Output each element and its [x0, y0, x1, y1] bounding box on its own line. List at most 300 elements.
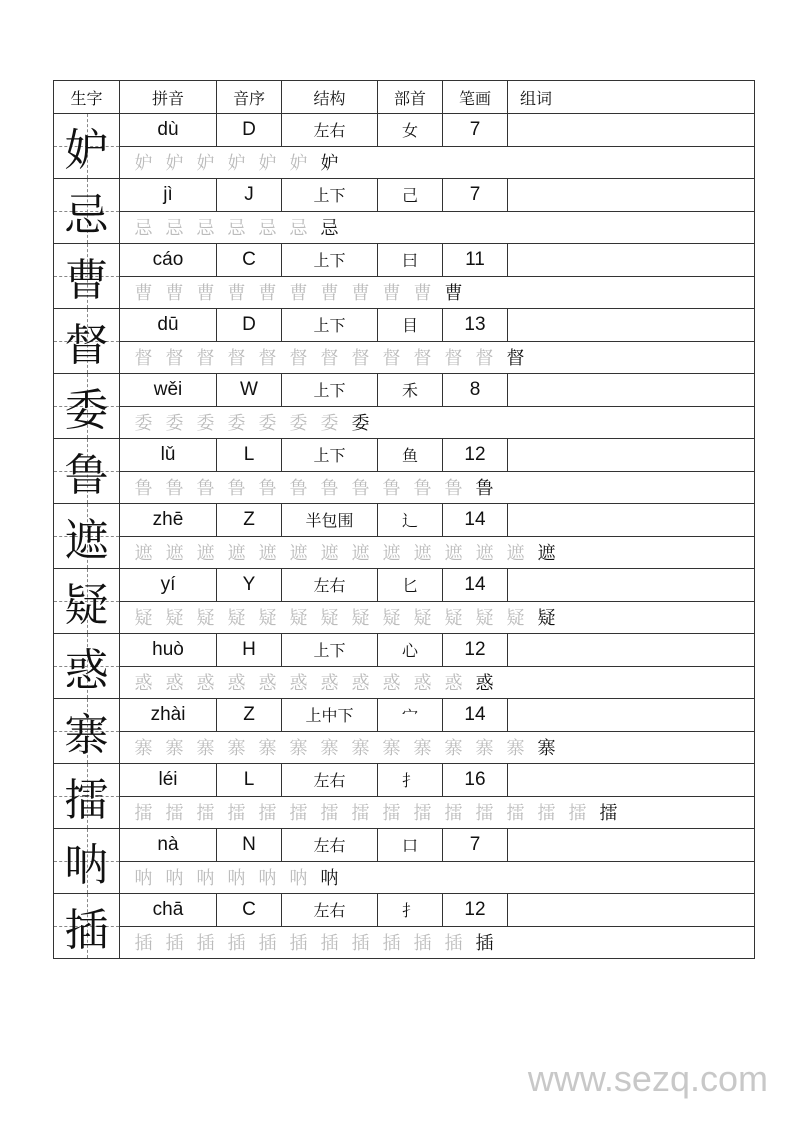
- stroke-step: 擂: [320, 803, 339, 825]
- stroke-step: 呐: [227, 868, 246, 890]
- character-cell: [54, 504, 120, 569]
- character: 妒: [64, 125, 109, 176]
- character: 鲁: [64, 450, 109, 501]
- stroke-step: 委: [196, 413, 215, 435]
- stroke-order-row: [54, 796, 755, 829]
- character: 呐: [64, 840, 109, 891]
- stroke-order: [120, 796, 755, 829]
- stroke-step: 惑: [134, 673, 153, 695]
- initial: Z: [217, 504, 282, 537]
- stroke-step: 插: [444, 933, 463, 955]
- stroke-count: 16: [443, 764, 508, 797]
- pinyin: chā: [120, 894, 217, 927]
- initial: C: [217, 244, 282, 277]
- stroke-step: 曹: [351, 283, 370, 305]
- stroke-step: 插: [165, 933, 184, 955]
- pinyin: huò: [120, 634, 217, 667]
- stroke-step: 委: [227, 413, 246, 435]
- stroke-step: 疑: [382, 608, 401, 630]
- stroke-step: 委: [351, 413, 370, 435]
- stroke-step: 惑: [227, 673, 246, 695]
- pinyin: lǔ: [120, 439, 217, 472]
- stroke-step: 呐: [134, 868, 153, 890]
- stroke-step: 鲁: [289, 478, 308, 500]
- character-row: [54, 764, 755, 797]
- stroke-step: 鲁: [258, 478, 277, 500]
- structure: 左右: [282, 829, 378, 862]
- pinyin: yí: [120, 569, 217, 602]
- character-row: [54, 309, 755, 342]
- stroke-step: 遮: [320, 543, 339, 565]
- stroke-step: 插: [289, 933, 308, 955]
- stroke-order: [120, 601, 755, 634]
- structure: 左右: [282, 764, 378, 797]
- character-cell: [54, 634, 120, 699]
- stroke-order: [120, 471, 755, 504]
- stroke-step: 妒: [258, 153, 277, 175]
- stroke-step: 曹: [382, 283, 401, 305]
- stroke-step: 疑: [351, 608, 370, 630]
- stroke-step: 疑: [258, 608, 277, 630]
- stroke-step: 插: [258, 933, 277, 955]
- words-input[interactable]: [508, 569, 755, 602]
- structure: 上下: [282, 634, 378, 667]
- structure: 左右: [282, 114, 378, 147]
- character: 曹: [64, 255, 109, 306]
- words-input[interactable]: [508, 439, 755, 472]
- stroke-count: 12: [443, 894, 508, 927]
- stroke-order: [120, 211, 755, 244]
- initial: J: [217, 179, 282, 212]
- stroke-step: 寨: [320, 738, 339, 760]
- stroke-step: 遮: [413, 543, 432, 565]
- stroke-order-row: [54, 471, 755, 504]
- stroke-step: 委: [134, 413, 153, 435]
- stroke-step: 寨: [537, 738, 556, 760]
- stroke-step: 遮: [134, 543, 153, 565]
- stroke-step: 督: [258, 348, 277, 370]
- stroke-step: 插: [351, 933, 370, 955]
- stroke-step: 曹: [196, 283, 215, 305]
- stroke-order: [120, 536, 755, 569]
- stroke-step: 妒: [134, 153, 153, 175]
- stroke-order: [120, 731, 755, 764]
- stroke-step: 插: [134, 933, 153, 955]
- stroke-step: 督: [289, 348, 308, 370]
- radical: 口: [378, 829, 443, 862]
- stroke-step: 曹: [227, 283, 246, 305]
- header-structure: 结构: [282, 81, 378, 114]
- stroke-step: 督: [227, 348, 246, 370]
- character-row: [54, 244, 755, 277]
- words-input[interactable]: [508, 179, 755, 212]
- radical: 心: [378, 634, 443, 667]
- stroke-step: 遮: [258, 543, 277, 565]
- radical: 己: [378, 179, 443, 212]
- stroke-step: 寨: [475, 738, 494, 760]
- radical: 扌: [378, 764, 443, 797]
- stroke-step: 疑: [134, 608, 153, 630]
- stroke-step: 疑: [413, 608, 432, 630]
- stroke-step: 疑: [196, 608, 215, 630]
- stroke-step: 遮: [444, 543, 463, 565]
- stroke-count: 14: [443, 569, 508, 602]
- stroke-step: 擂: [506, 803, 525, 825]
- stroke-step: 遮: [475, 543, 494, 565]
- words-input[interactable]: [508, 764, 755, 797]
- stroke-count: 12: [443, 634, 508, 667]
- stroke-order-row: [54, 926, 755, 959]
- structure: 半包围: [282, 504, 378, 537]
- character-row: [54, 179, 755, 212]
- words-input[interactable]: [508, 374, 755, 407]
- stroke-step: 委: [258, 413, 277, 435]
- character: 忌: [64, 190, 109, 241]
- radical: 扌: [378, 894, 443, 927]
- stroke-order: [120, 146, 755, 179]
- stroke-step: 寨: [258, 738, 277, 760]
- character-row: [54, 569, 755, 602]
- stroke-order-row: [54, 666, 755, 699]
- stroke-step: 擂: [258, 803, 277, 825]
- stroke-step: 呐: [258, 868, 277, 890]
- stroke-step: 呐: [196, 868, 215, 890]
- stroke-step: 督: [351, 348, 370, 370]
- words-input[interactable]: [508, 309, 755, 342]
- pinyin: cáo: [120, 244, 217, 277]
- words-input[interactable]: [508, 634, 755, 667]
- stroke-step: 擂: [134, 803, 153, 825]
- character-cell: [54, 374, 120, 439]
- structure: 上下: [282, 244, 378, 277]
- stroke-step: 鲁: [165, 478, 184, 500]
- stroke-count: 11: [443, 244, 508, 277]
- stroke-step: 擂: [537, 803, 556, 825]
- stroke-step: 妒: [289, 153, 308, 175]
- pinyin: zhài: [120, 699, 217, 732]
- stroke-step: 曹: [289, 283, 308, 305]
- character-row: [54, 114, 755, 147]
- stroke-step: 疑: [444, 608, 463, 630]
- stroke-order: [120, 276, 755, 309]
- stroke-step: 忌: [134, 218, 153, 240]
- stroke-step: 遮: [382, 543, 401, 565]
- stroke-count: 7: [443, 829, 508, 862]
- character-cell: [54, 829, 120, 894]
- header-words: 组词: [508, 81, 755, 114]
- radical: 匕: [378, 569, 443, 602]
- stroke-step: 惑: [196, 673, 215, 695]
- stroke-step: 鲁: [227, 478, 246, 500]
- stroke-step: 督: [413, 348, 432, 370]
- stroke-step: 鲁: [413, 478, 432, 500]
- radical: 目: [378, 309, 443, 342]
- stroke-order: [120, 666, 755, 699]
- stroke-step: 擂: [289, 803, 308, 825]
- character: 督: [64, 320, 109, 371]
- stroke-step: 插: [475, 933, 494, 955]
- radical: 辶: [378, 504, 443, 537]
- structure: 上下: [282, 374, 378, 407]
- stroke-step: 呐: [289, 868, 308, 890]
- stroke-step: 擂: [196, 803, 215, 825]
- stroke-step: 擂: [568, 803, 587, 825]
- stroke-step: 寨: [444, 738, 463, 760]
- header-strokes: 笔画: [443, 81, 508, 114]
- stroke-step: 寨: [289, 738, 308, 760]
- stroke-step: 鲁: [196, 478, 215, 500]
- character: 惑: [64, 645, 109, 696]
- stroke-step: 委: [320, 413, 339, 435]
- stroke-step: 鲁: [351, 478, 370, 500]
- stroke-step: 惑: [289, 673, 308, 695]
- initial: Y: [217, 569, 282, 602]
- stroke-step: 疑: [227, 608, 246, 630]
- pinyin: dù: [120, 114, 217, 147]
- stroke-step: 擂: [382, 803, 401, 825]
- structure: 上下: [282, 439, 378, 472]
- stroke-step: 遮: [165, 543, 184, 565]
- character-row: [54, 504, 755, 537]
- initial: L: [217, 764, 282, 797]
- stroke-step: 擂: [444, 803, 463, 825]
- stroke-step: 妒: [165, 153, 184, 175]
- stroke-step: 曹: [134, 283, 153, 305]
- character-cell: [54, 894, 120, 959]
- stroke-step: 寨: [165, 738, 184, 760]
- pinyin: nà: [120, 829, 217, 862]
- structure: 上下: [282, 179, 378, 212]
- stroke-step: 督: [134, 348, 153, 370]
- stroke-order-row: [54, 861, 755, 894]
- stroke-step: 擂: [599, 803, 618, 825]
- stroke-step: 曹: [320, 283, 339, 305]
- stroke-step: 惑: [382, 673, 401, 695]
- character: 疑: [64, 580, 109, 631]
- character-cell: [54, 439, 120, 504]
- stroke-step: 督: [382, 348, 401, 370]
- stroke-step: 擂: [413, 803, 432, 825]
- structure: 左右: [282, 894, 378, 927]
- pinyin: zhē: [120, 504, 217, 537]
- stroke-step: 遮: [351, 543, 370, 565]
- character: 寨: [64, 710, 109, 761]
- stroke-order-row: [54, 146, 755, 179]
- stroke-step: 曹: [444, 283, 463, 305]
- stroke-order: [120, 861, 755, 894]
- stroke-count: 12: [443, 439, 508, 472]
- stroke-step: 忌: [227, 218, 246, 240]
- stroke-step: 疑: [165, 608, 184, 630]
- stroke-step: 遮: [196, 543, 215, 565]
- stroke-order: [120, 341, 755, 374]
- character-cell: [54, 764, 120, 829]
- stroke-step: 疑: [506, 608, 525, 630]
- initial: Z: [217, 699, 282, 732]
- character: 遮: [64, 515, 109, 566]
- initial: H: [217, 634, 282, 667]
- stroke-step: 忌: [289, 218, 308, 240]
- character-row: [54, 439, 755, 472]
- words-input[interactable]: [508, 504, 755, 537]
- stroke-step: 擂: [227, 803, 246, 825]
- stroke-count: 7: [443, 114, 508, 147]
- radical: 女: [378, 114, 443, 147]
- words-input[interactable]: [508, 244, 755, 277]
- stroke-order-row: [54, 211, 755, 244]
- stroke-step: 呐: [165, 868, 184, 890]
- words-input[interactable]: [508, 894, 755, 927]
- character-row: [54, 829, 755, 862]
- stroke-step: 插: [227, 933, 246, 955]
- stroke-step: 呐: [320, 868, 339, 890]
- stroke-order-row: [54, 406, 755, 439]
- stroke-step: 遮: [289, 543, 308, 565]
- radical: 鱼: [378, 439, 443, 472]
- header-character: 生字: [54, 81, 120, 114]
- stroke-count: 7: [443, 179, 508, 212]
- stroke-step: 插: [413, 933, 432, 955]
- character: 擂: [64, 775, 109, 826]
- stroke-order: [120, 406, 755, 439]
- pinyin: léi: [120, 764, 217, 797]
- initial: N: [217, 829, 282, 862]
- stroke-step: 忌: [165, 218, 184, 240]
- stroke-step: 惑: [258, 673, 277, 695]
- header-row: [54, 81, 755, 114]
- initial: L: [217, 439, 282, 472]
- stroke-step: 鲁: [134, 478, 153, 500]
- pinyin: wěi: [120, 374, 217, 407]
- stroke-count: 14: [443, 699, 508, 732]
- stroke-step: 寨: [351, 738, 370, 760]
- stroke-step: 寨: [382, 738, 401, 760]
- stroke-step: 寨: [506, 738, 525, 760]
- stroke-step: 惑: [444, 673, 463, 695]
- stroke-step: 妒: [227, 153, 246, 175]
- stroke-step: 寨: [227, 738, 246, 760]
- character-row: [54, 374, 755, 407]
- watermark: www.sezq.com: [527, 1058, 768, 1099]
- character: 委: [64, 385, 109, 436]
- stroke-step: 曹: [258, 283, 277, 305]
- stroke-step: 督: [444, 348, 463, 370]
- stroke-step: 督: [165, 348, 184, 370]
- stroke-step: 疑: [289, 608, 308, 630]
- stroke-order-row: [54, 276, 755, 309]
- stroke-step: 督: [320, 348, 339, 370]
- stroke-step: 寨: [196, 738, 215, 760]
- stroke-step: 忌: [196, 218, 215, 240]
- character-cell: [54, 309, 120, 374]
- stroke-step: 委: [165, 413, 184, 435]
- stroke-step: 惑: [475, 673, 494, 695]
- stroke-step: 插: [320, 933, 339, 955]
- pinyin: jì: [120, 179, 217, 212]
- character-cell: [54, 244, 120, 309]
- stroke-step: 插: [196, 933, 215, 955]
- initial: D: [217, 309, 282, 342]
- stroke-step: 妒: [196, 153, 215, 175]
- initial: W: [217, 374, 282, 407]
- stroke-order-row: [54, 536, 755, 569]
- stroke-step: 督: [475, 348, 494, 370]
- stroke-order-row: [54, 731, 755, 764]
- character-cell: [54, 114, 120, 179]
- radical: 曰: [378, 244, 443, 277]
- stroke-step: 忌: [320, 218, 339, 240]
- pinyin: dū: [120, 309, 217, 342]
- words-input[interactable]: [508, 699, 755, 732]
- character-row: [54, 634, 755, 667]
- header-initial: 音序: [217, 81, 282, 114]
- stroke-step: 惑: [165, 673, 184, 695]
- structure: 左右: [282, 569, 378, 602]
- stroke-step: 鲁: [475, 478, 494, 500]
- character-cell: [54, 699, 120, 764]
- stroke-step: 委: [289, 413, 308, 435]
- stroke-step: 惑: [320, 673, 339, 695]
- stroke-step: 忌: [258, 218, 277, 240]
- words-input[interactable]: [508, 829, 755, 862]
- stroke-step: 寨: [413, 738, 432, 760]
- stroke-order-row: [54, 341, 755, 374]
- stroke-step: 遮: [506, 543, 525, 565]
- stroke-step: 惑: [351, 673, 370, 695]
- vocabulary-table: [53, 80, 755, 959]
- stroke-count: 14: [443, 504, 508, 537]
- stroke-step: 疑: [320, 608, 339, 630]
- stroke-step: 遮: [227, 543, 246, 565]
- stroke-step: 疑: [475, 608, 494, 630]
- character-cell: [54, 179, 120, 244]
- stroke-step: 寨: [134, 738, 153, 760]
- stroke-step: 督: [196, 348, 215, 370]
- stroke-step: 鲁: [320, 478, 339, 500]
- stroke-step: 擂: [475, 803, 494, 825]
- initial: C: [217, 894, 282, 927]
- structure: 上中下: [282, 699, 378, 732]
- stroke-count: 8: [443, 374, 508, 407]
- words-input[interactable]: [508, 114, 755, 147]
- stroke-step: 擂: [351, 803, 370, 825]
- stroke-step: 疑: [537, 608, 556, 630]
- character-row: [54, 699, 755, 732]
- header-radical: 部首: [378, 81, 443, 114]
- character-cell: [54, 569, 120, 634]
- stroke-count: 13: [443, 309, 508, 342]
- initial: D: [217, 114, 282, 147]
- stroke-step: 擂: [165, 803, 184, 825]
- stroke-step: 鲁: [444, 478, 463, 500]
- radical: 宀: [378, 699, 443, 732]
- structure: 上下: [282, 309, 378, 342]
- stroke-step: 妒: [320, 153, 339, 175]
- header-pinyin: 拼音: [120, 81, 217, 114]
- stroke-step: 遮: [537, 543, 556, 565]
- stroke-order-row: [54, 601, 755, 634]
- stroke-step: 惑: [413, 673, 432, 695]
- stroke-step: 曹: [165, 283, 184, 305]
- stroke-step: 督: [506, 348, 525, 370]
- stroke-step: 插: [382, 933, 401, 955]
- character: 插: [64, 905, 109, 956]
- character-row: [54, 894, 755, 927]
- stroke-order: [120, 926, 755, 959]
- radical: 禾: [378, 374, 443, 407]
- stroke-step: 曹: [413, 283, 432, 305]
- stroke-step: 鲁: [382, 478, 401, 500]
